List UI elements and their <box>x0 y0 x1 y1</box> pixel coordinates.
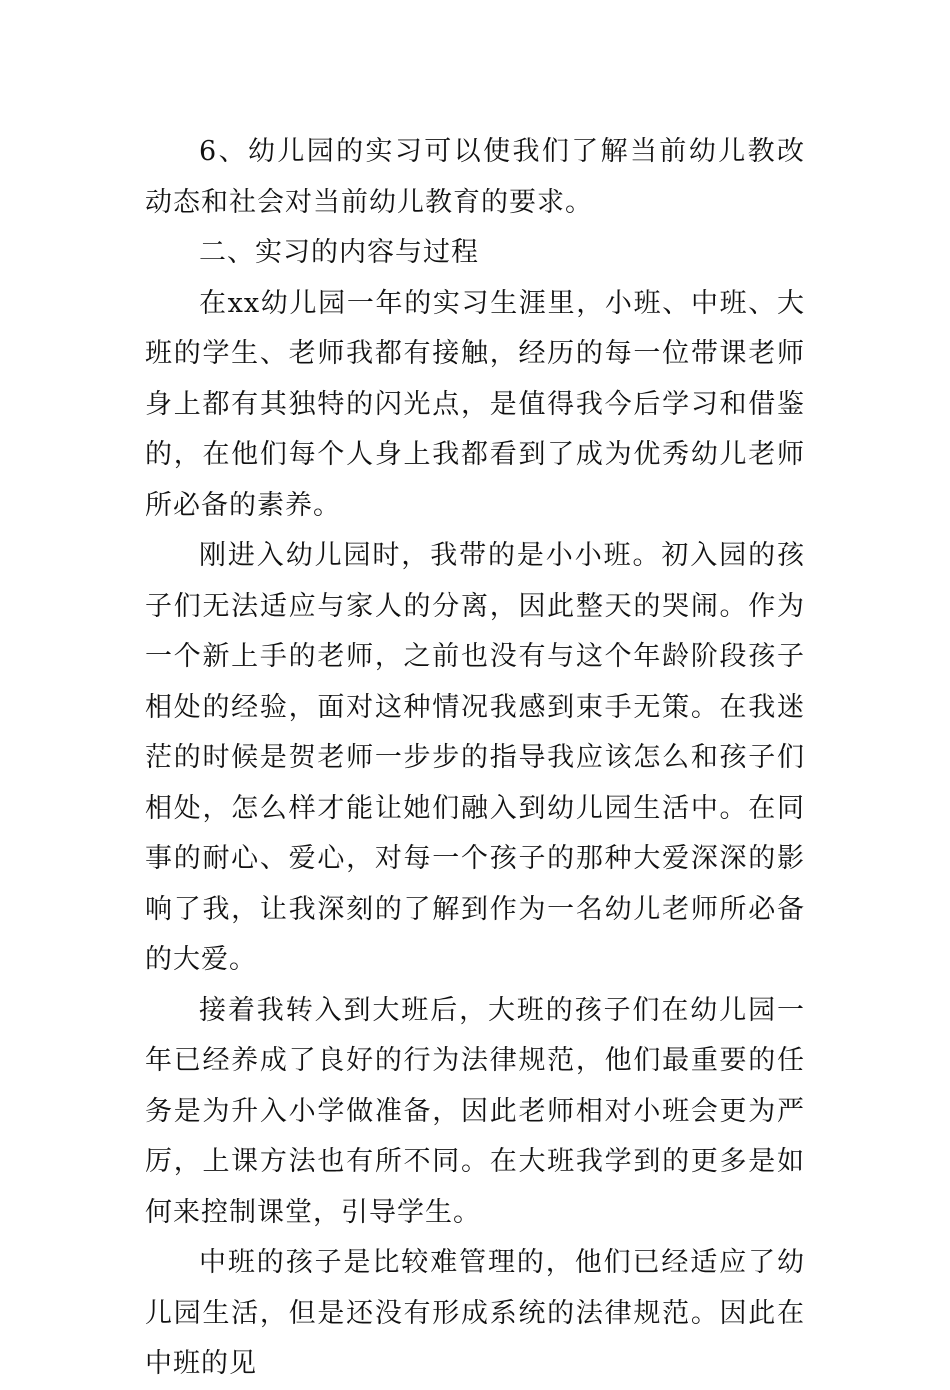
paragraph-nursery-class: 刚进入幼儿园时，我带的是小小班。初入园的孩子们无法适应与家人的分离，因此整天的哭闹。作为一个新上手的老师，之前也没有与这个年龄阶段孩子相处的经验，面对这种情况我感到束手无策。在我迷茫的时候是贺老师一步步的指导我应该怎么和孩子们相处，怎么样才能让她们融入到幼儿园生活中。在同事的耐心、爱心，对每一个孩子的那种大爱深深的影响了我，让我深刻的了解到作为一名幼儿老师所必备的大爱。 <box>145 540 805 975</box>
paragraph-middle-class: 中班的孩子是比较难管理的，他们已经适应了幼儿园生活，但是还没有形成系统的法律规范。因此在中班的见 <box>145 1247 805 1379</box>
paragraph-item-6: 6、幼儿园的实习可以使我们了解当前幼儿教改动态和社会对当前幼儿教育的要求。 <box>145 136 805 218</box>
section-heading-content-process: 二、实习的内容与过程 <box>199 237 479 268</box>
paragraph-internship-overview: 在xx幼儿园一年的实习生涯里，小班、中班、大班的学生、老师我都有接触，经历的每一位带课老师身上都有其独特的闪光点，是值得我今后学习和借鉴的，在他们每个人身上我都看到了成为优秀幼儿老师所必备的素养。 <box>145 287 805 521</box>
paragraph-senior-class: 接着我转入到大班后，大班的孩子们在幼儿园一年已经养成了良好的行为法律规范，他们最重要的任务是为升入小学做准备，因此老师相对小班会更为严厉，上课方法也有所不同。在大班我学到的更多是如何来控制课堂，引导学生。 <box>145 994 805 1228</box>
document-body <box>145 127 805 1390</box>
